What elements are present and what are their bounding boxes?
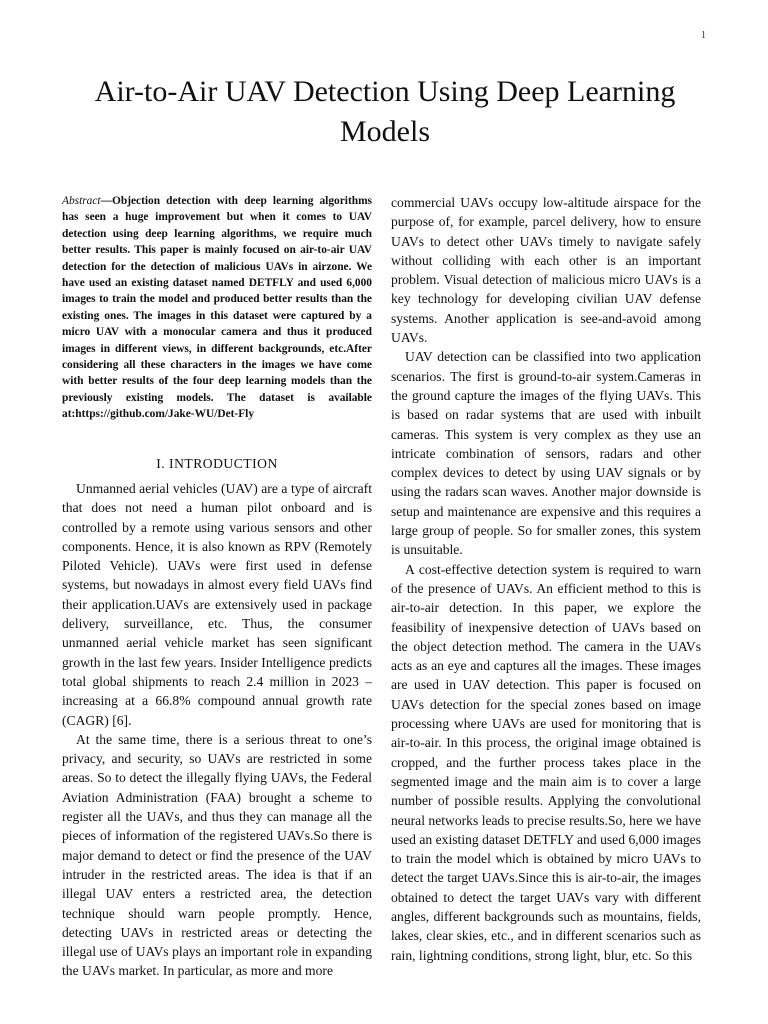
intro-paragraph-continued: commercial UAVs occupy low-altitude airspace for the purpose of, for example, parcel delivery, how to ensure UAVs to detect other UAVs timely to navigate safely without colliding with each other is an important problem. Visual detection of malicious micro UAVs is a key technology for developing civilian UAV defense systems. Another application is see-and-avoid among UAVs.: [391, 195, 701, 346]
abstract-separator: —: [100, 195, 112, 207]
intro-paragraph: UAV detection can be classified into two application scenarios. The first is ground-to-air system.Cameras in the ground capture the images of the flying UAVs. This is based on radar systems that are used with inbuilt cameras. This system is very complex as they use an intricate combination of sensors, radars and other complex devices to detect by using UAV signals or by using the radars scan waves. Another major downside is setup and maintenance are expensive and this requires a large group of people. So for smaller zones, this system is unsuitable.: [391, 349, 701, 558]
abstract-text: Objection detection with deep learning algorithms has seen a huge improvement but when it comes to UAV detection using deep learning algorithms, we require much better results. This paper is mainly focused on air-to-air UAV detection for the detection of malicious UAVs in airzone. We have used an existing dataset named DETFLY and used 6,000 images to train the model and produced better results than the existing ones. The images in this dataset were captured by a micro UAV with a monocular camera and thus it produced images in different views, in different backgrounds, etc.After considering all these characters in the images we have come with better results of the four deep learning models than the previously existing models. The dataset is available at:https://github.com/Jake-WU/Det-Fly: [62, 195, 372, 421]
paper-title: Air-to-Air UAV Detection Using Deep Learning Models: [94, 75, 676, 148]
intro-paragraph: A cost-effective detection system is required to warn of the presence of UAVs. An efficient method to this is air-to-air detection. In this paper, we explore the feasibility of inexpensive detection of UAVs based on the object detection method. The camera in the UAVs acts as an eye and captures all the images. These images are used in UAV detection. This paper is focused on UAVs detection for the special zones based on image processing where UAVs are used for monitoring that is air-to-air. In this process, the original image obtained is cropped, and the further process takes place in the segmented image and the main aim is to cover a large number of possible results. Applying the convolutional neural networks leads to precise results.So, here we have used an existing dataset DETFLY and used 6,000 images to train the model which is obtained by micro UAVs to detect the target UAVs.Since this is air-to-air, the images obtained to detect the target UAVs vary with different angles, different backgrounds such as mountains, fields, lakes, clear skies, etc., and in different scenarios such as rain, lightning conditions, strong light, blur, etc. So this: [391, 561, 701, 963]
abstract: [62, 193, 372, 423]
abstract-label: Abstract: [62, 195, 101, 207]
intro-paragraph: At the same time, there is a serious threat to one’s privacy, and security, so UAVs are restricted in some areas. So to detect the illegally flying UAVs, the Federal Aviation Administration (FAA) brought a scheme to register all the UAVs, and thus they can manage all the pieces of information of the registered UAVs.So there is major demand to detect or find the presence of the UAV intruder in the restricted areas. The idea is that if an illegal UAV enters a restricted area, the detection technique should warn people promptly. Hence, detecting UAVs in restricted areas or detecting the illegal use of UAVs plays an important role in expanding the UAVs market. In particular, as more and more: [62, 731, 372, 979]
section-heading-introduction: I. INTRODUCTION: [156, 455, 278, 471]
right-column: [391, 193, 701, 965]
left-column: [62, 193, 372, 981]
page-number: 1: [701, 30, 706, 41]
intro-paragraph: Unmanned aerial vehicles (UAV) are a type of aircraft that does not need a human pilot onboard and is controlled by a remote using various sensors and other components. Hence, it is also known as RPV (Remotely Piloted Vehicle). UAVs were first used in defense systems, but nowadays in almost every field UAVs find their application.UAVs are extensively used in package delivery, surveillance, etc. Thus, the consumer unmanned aerial vehicle market has seen significant growth in the last few years. Insider Intelligence predicts total global shipments to reach 2.4 million in 2023 – increasing at a 66.8% compound annual growth rate (CAGR) [6].: [62, 480, 372, 728]
